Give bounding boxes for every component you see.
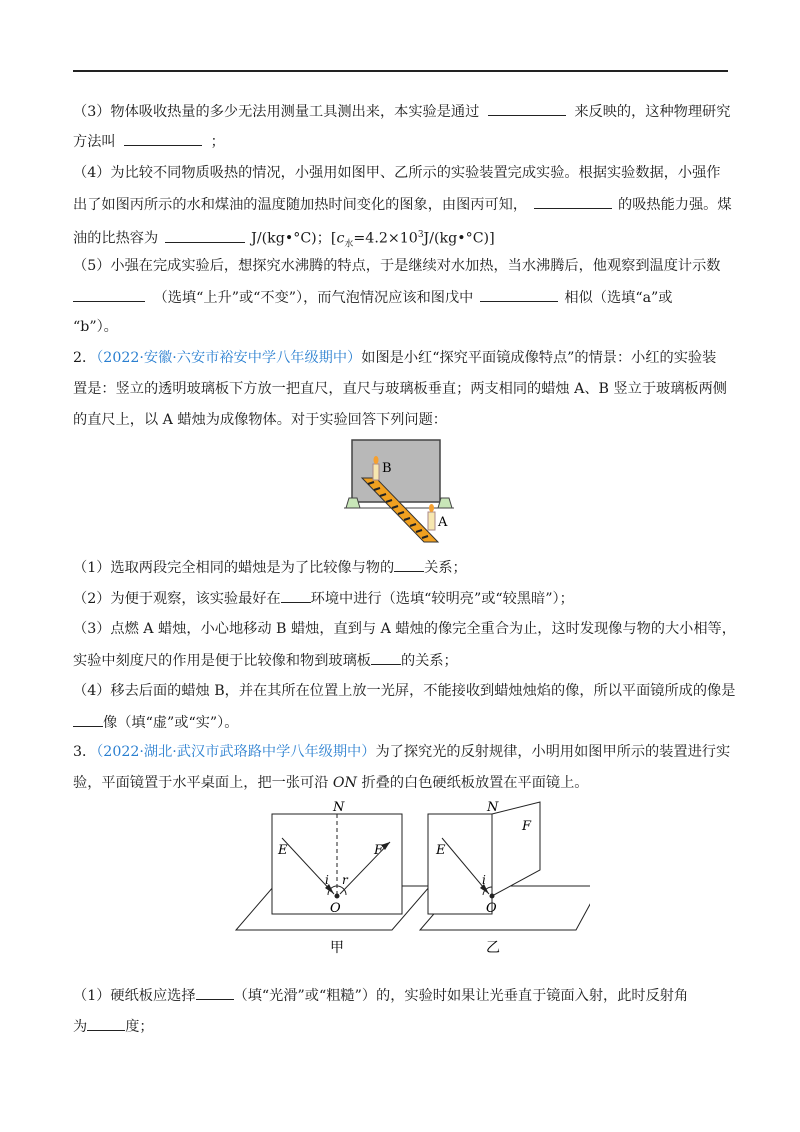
reflection-figure xyxy=(230,800,590,960)
superscript: 3 xyxy=(417,230,424,240)
left-stand xyxy=(346,498,360,508)
q1-5-line3: “b”）。 xyxy=(73,319,118,335)
text: ； xyxy=(210,134,225,150)
q2-stem-line1 xyxy=(73,348,733,368)
text: （1）硬纸板应选择 xyxy=(73,988,196,1004)
q2-2 xyxy=(73,588,733,609)
text: 油的比热容为 xyxy=(73,230,159,247)
answer-blank[interactable] xyxy=(394,557,424,572)
q3-stem-line2 xyxy=(73,773,733,793)
text: 来反映的，这种物理研究 xyxy=(574,104,731,120)
label-a: A xyxy=(438,515,448,530)
label-f-jia: F xyxy=(374,843,384,858)
text: 折叠的白色硬纸板放置在平面镜上。 xyxy=(356,775,589,791)
caption-jia: 甲 xyxy=(330,940,344,956)
candle-b xyxy=(373,464,379,480)
q2-4-line2 xyxy=(73,712,733,733)
q1-4-line1: （4）为比较不同物质吸热的情况，小强用如图甲、乙所示的实验装置完成实验。根据实验数据，小强作 xyxy=(73,165,721,181)
answer-blank[interactable] xyxy=(488,101,566,116)
q3-1-line2 xyxy=(73,1016,733,1037)
subscript: 水 xyxy=(344,239,354,250)
glass-plate xyxy=(352,440,440,502)
text: ON xyxy=(332,775,357,791)
text: 的关系； xyxy=(400,653,458,669)
text: 如图是小红“探究平面镜成像特点”的情景：小红的实验装 xyxy=(361,350,717,366)
label-e-yi: E xyxy=(436,843,446,858)
text: 的吸热能力强。煤 xyxy=(618,197,732,213)
answer-blank[interactable] xyxy=(73,287,145,302)
right-stand xyxy=(438,498,452,508)
question-source: （2022·湖北·武汉市武珞路中学八年级期中） xyxy=(96,744,376,760)
flame-b xyxy=(374,456,379,464)
text: 验，平面镜置于水平桌面上，把一张可沿 xyxy=(73,775,333,791)
q1-5-line1: （5）小强在完成实验后，想探究水沸腾的特点，于是继续对水加热，当水沸腾后，他观察到温度计示数 xyxy=(73,258,721,274)
answer-blank[interactable] xyxy=(165,228,245,243)
text: 像（填“虚”或“实”）。 xyxy=(103,715,239,731)
label-n-jia: N xyxy=(333,800,345,815)
q2-stem-line3: 的直尺上，以 A 蜡烛为成像物体。对于实验回答下列问题： xyxy=(73,412,447,428)
label-i-jia: i xyxy=(325,873,329,887)
answer-blank[interactable] xyxy=(480,287,558,302)
text: =4.2×10 xyxy=(353,230,418,247)
caption-yi: 乙 xyxy=(486,940,500,956)
label-b: B xyxy=(382,461,392,476)
c-symbol: c xyxy=(336,230,345,247)
text: （填“光滑”或“粗糙”）的，实验时如果让光垂直于镜面入射，此时反射角 xyxy=(233,988,689,1004)
text: （1）选取两段完全相同的蜡烛是为了比较像与物的 xyxy=(73,560,395,576)
question-number: 3． xyxy=(73,744,97,760)
text: 出了如图丙所示的水和煤油的温度随加热时间变化的图象，由图丙可知， xyxy=(73,197,528,213)
header-rule xyxy=(73,70,728,72)
q3-1-line1 xyxy=(73,985,733,1006)
flame-a xyxy=(429,504,434,512)
q1-3-line2 xyxy=(73,131,733,152)
text: 相似（选填“a”或 xyxy=(564,290,673,306)
candle-a xyxy=(428,512,435,530)
answer-blank[interactable] xyxy=(124,131,202,146)
q1-4-line3 xyxy=(73,225,733,255)
q2-1 xyxy=(73,557,733,578)
label-n-yi: N xyxy=(487,800,499,815)
answer-blank[interactable] xyxy=(196,985,234,1000)
q2-4-line1: （4）移去后面的蜡烛 B，并在其所在位置上放一光屏，不能接收到蜡烛烛焰的像，所以平面镜所成的像是 xyxy=(73,683,736,699)
text: 为了探究光的反射规律，小明用如图甲所示的装置进行实 xyxy=(375,744,731,760)
text: 关系； xyxy=(424,560,467,576)
answer-blank[interactable] xyxy=(87,1016,125,1031)
label-i-yi: i xyxy=(482,873,486,887)
label-o-jia: O xyxy=(330,901,341,916)
answer-blank[interactable] xyxy=(371,650,401,665)
answer-blank[interactable] xyxy=(73,712,103,727)
q2-3-line1: （3）点燃 A 蜡烛，小心地移动 B 蜡烛，直到与 A 蜡烛的像完全重合为止，这时发现像与物的大小相等， xyxy=(73,621,736,637)
text: （2）为便于观察，该实验最好在 xyxy=(73,591,281,607)
q1-3-line1 xyxy=(73,101,733,122)
text: 实验中刻度尺的作用是便于比较像和物到玻璃板 xyxy=(73,653,371,669)
q1-5-line2 xyxy=(73,287,733,308)
text: 度； xyxy=(125,1019,154,1035)
text: J/(kg•°C)；[ xyxy=(251,230,337,247)
q1-4-line2 xyxy=(73,194,733,215)
label-f-yi: F xyxy=(522,819,532,834)
label-e-jia: E xyxy=(278,843,288,858)
plane-mirror-figure xyxy=(342,436,460,546)
answer-blank[interactable] xyxy=(534,194,612,209)
text: 环境中进行（选填“较明亮”或“较黑暗”）； xyxy=(310,591,574,607)
label-o-yi: O xyxy=(486,901,497,916)
answer-blank[interactable] xyxy=(281,588,311,603)
q2-3-line2 xyxy=(73,650,733,671)
question-number: 2． xyxy=(73,350,97,366)
question-source: （2022·安徽·六安市裕安中学八年级期中） xyxy=(96,350,362,366)
label-r-jia: r xyxy=(342,873,348,887)
q2-stem-line2: 置是：竖立的透明玻璃板下方放一把直尺，直尺与玻璃板垂直；两支相同的蜡烛 A、B 竖立于玻璃板两侧 xyxy=(73,381,727,397)
text: J/(kg•°C)] xyxy=(423,230,495,247)
text: 方法叫 xyxy=(73,134,116,150)
text: （3）物体吸收热量的多少无法用测量工具测出来，本实验是通过 xyxy=(73,104,480,120)
text: 为 xyxy=(73,1019,88,1035)
figure-yi xyxy=(420,802,590,930)
q3-stem-line1 xyxy=(73,742,733,762)
text: （选填“上升”或“不变”），而气泡情况应该和图戊中 xyxy=(153,290,474,306)
